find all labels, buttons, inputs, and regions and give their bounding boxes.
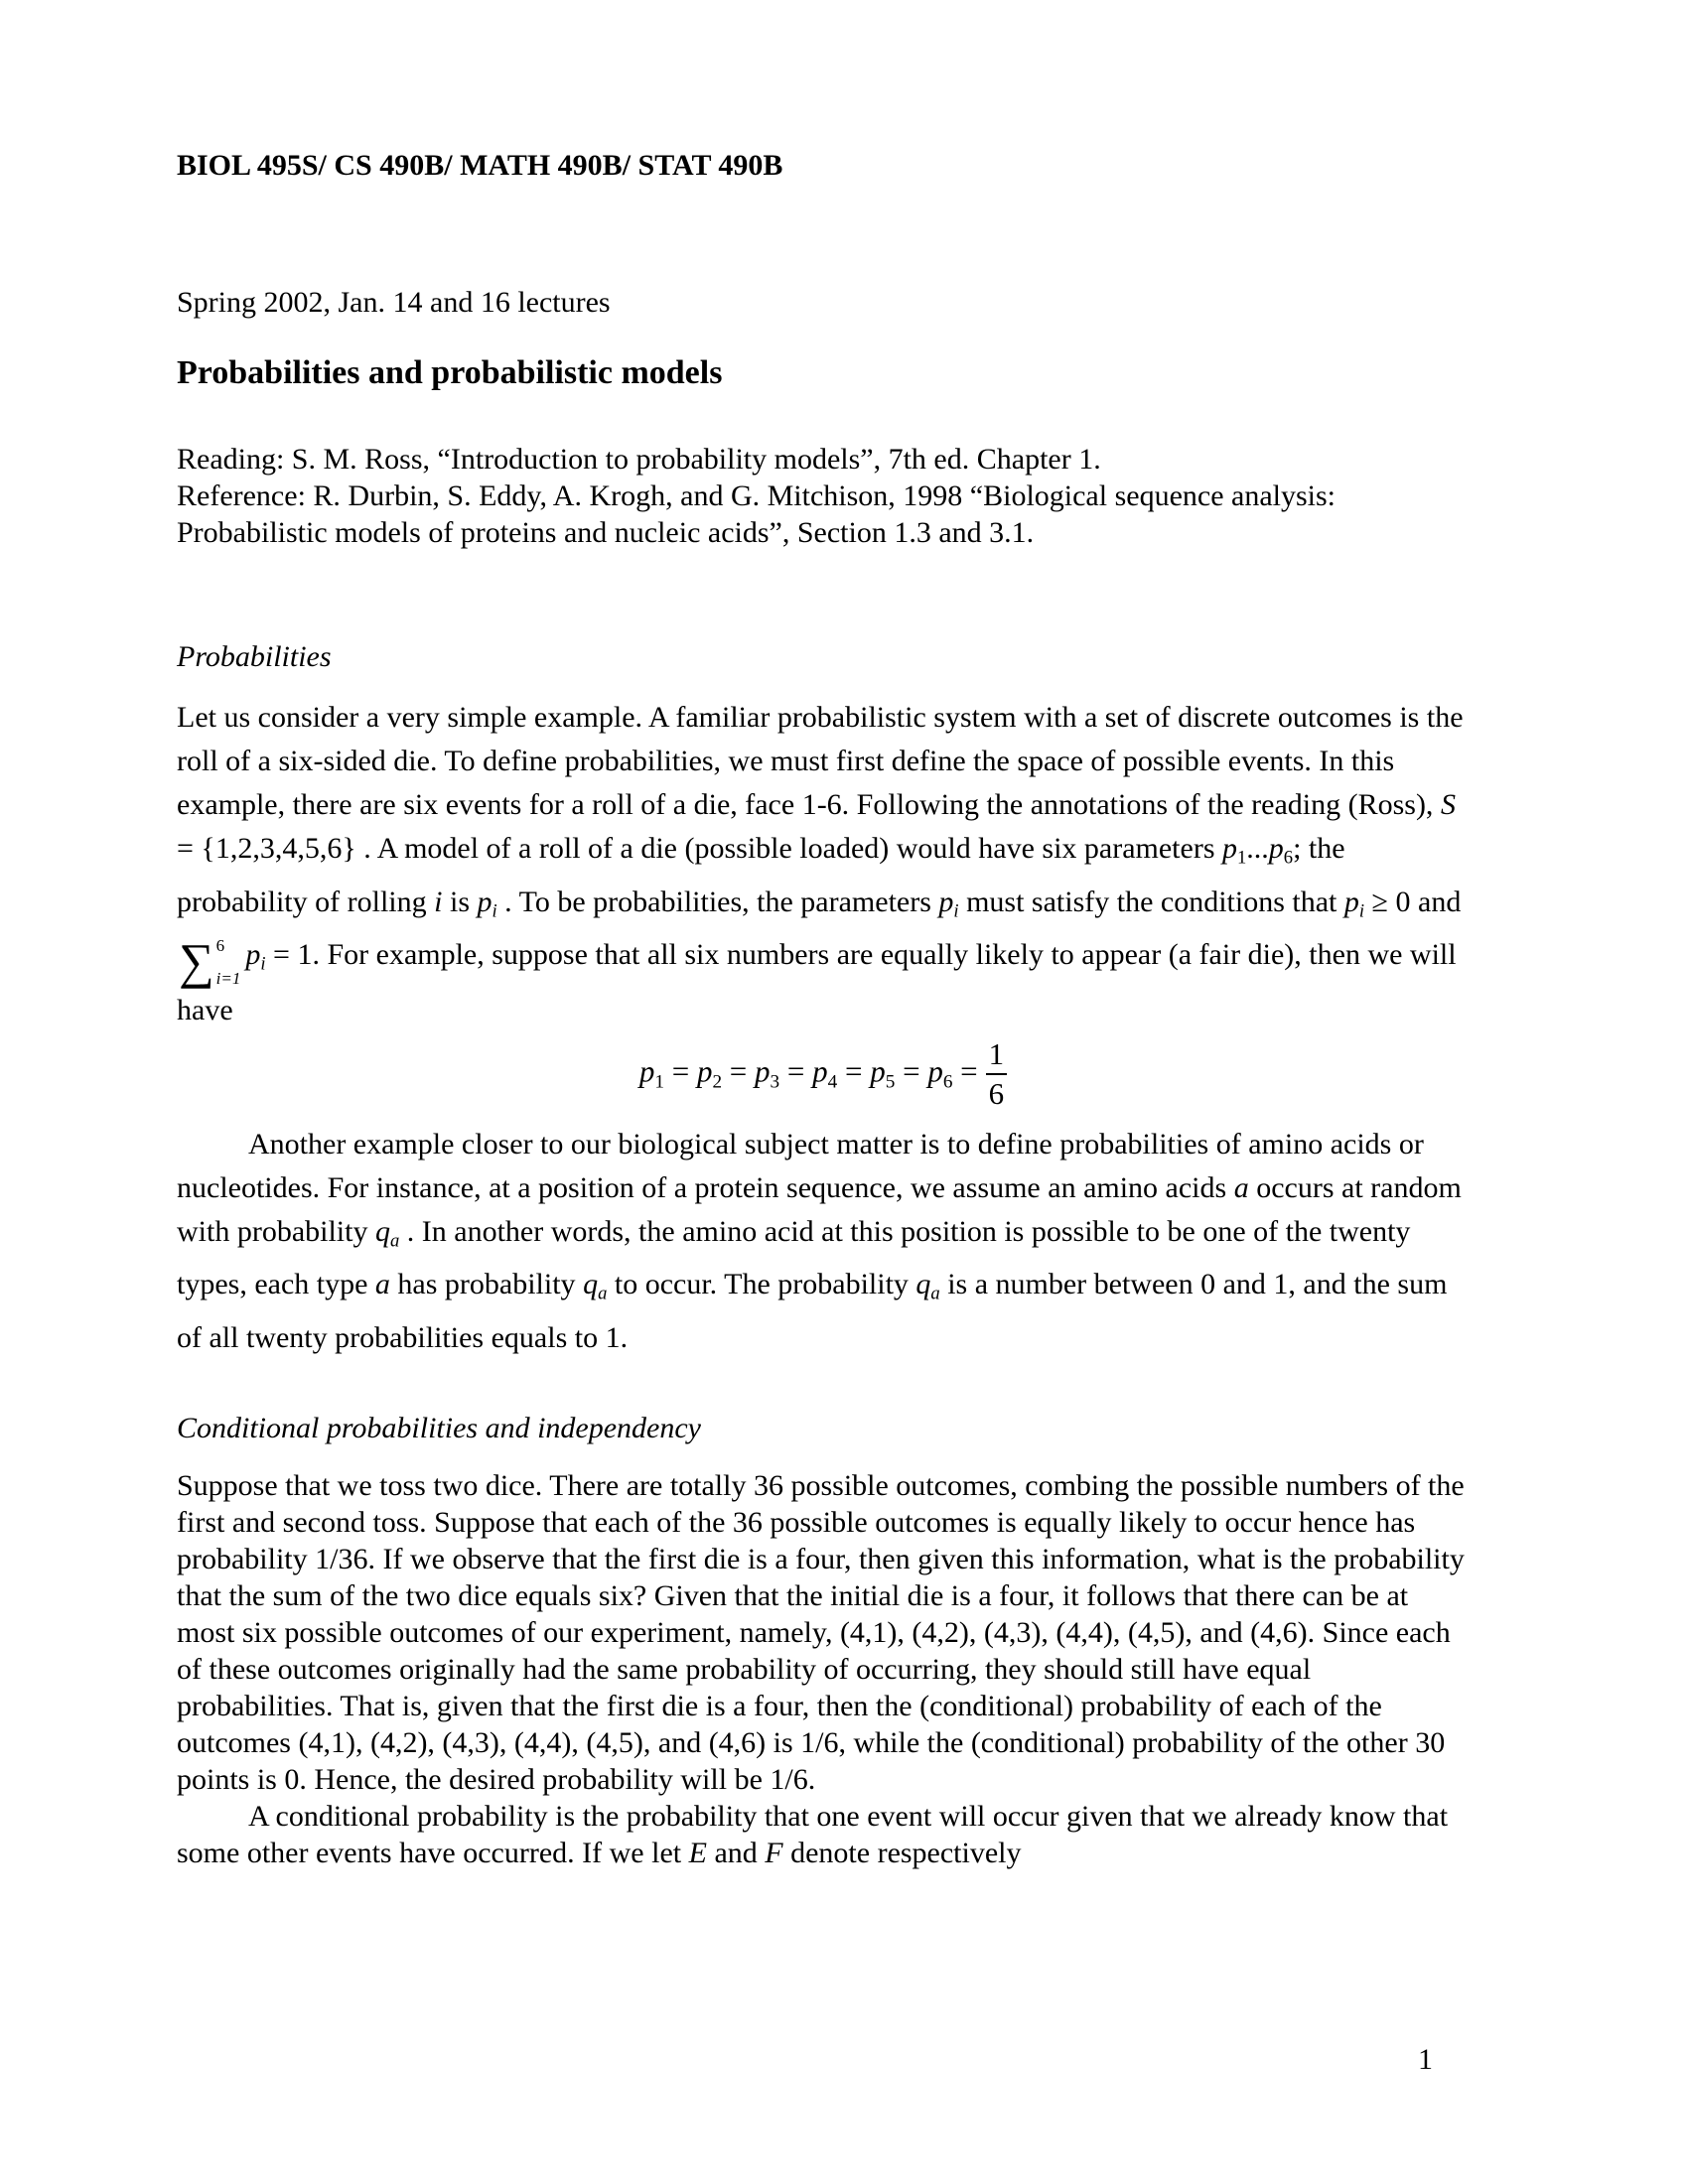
- text-run: Another example closer to our biological subject matter is to define probabilities of amino acids or nucleotides. For instance, at a position of a protein sequence, we assume an amino acids: [177, 1127, 1424, 1204]
- text-run: 4: [827, 1071, 838, 1093]
- date-line: Spring 2002, Jan. 14 and 16 lectures: [177, 286, 611, 319]
- summation-symbol: [179, 935, 240, 989]
- text-run: E: [688, 1836, 707, 1869]
- text-run: ...: [1246, 832, 1269, 865]
- text-run: =: [952, 1053, 978, 1089]
- text-run: a: [374, 1268, 390, 1301]
- text-run: Let us consider a very simple example. A familiar probabilistic system with a set of discrete outcomes is the roll of a six-sided die. To define probabilities, we must first define the space of possible events. In this example, there are six events for a roll of a die, face 1-6. Following the annotations of the reading (Ross),: [177, 701, 1464, 821]
- text-run: denote respectively: [782, 1836, 1022, 1869]
- text-run: a: [1233, 1170, 1249, 1204]
- text-run: q: [374, 1214, 390, 1248]
- fraction-denominator: 6: [988, 1076, 1005, 1112]
- summation-limits: [216, 935, 241, 989]
- reference-line: Reference: R. Durbin, S. Eddy, A. Krogh, and G. Mitchison, 1998 “Biological sequence analysis: Probabilistic models of proteins and nucleic acids”, Section 1.3 and 3.1.: [177, 479, 1336, 549]
- text-run: a: [930, 1283, 940, 1304]
- paragraph-two-dice: Suppose that we toss two dice. There are totally 36 possible outcomes, combing the possible numbers of the first and second toss. Suppose that each of the 36 possible outcomes is equally likely to occur hence has probability 1/36. If we observe that the first die is a four, then given this information, what is the probability that the sum of the two dice equals six? Given that the initial die is a four, it follows that there can be at most six possible outcomes of our experiment, namely, (4,1), (4,2), (4,3), (4,4), (4,5), and (4,6). Since each of these outcomes originally had the same probability of occurring, they should still have equal probabilities. That is, given that the first die is a four, then the (conditional) probability of each of the outcomes (4,1), (4,2), (4,3), (4,4), (4,5), and (4,6) is 1/6, while the (conditional) probability of the other 30 points is 0. Hence, the desired probability will be 1/6.: [177, 1468, 1465, 1796]
- text-run: =: [895, 1053, 928, 1089]
- text-run: = 1. For example, suppose that all six numbers are equally likely to appear (a fair die), then we will have: [177, 938, 1457, 1026]
- paragraph-die-example: [177, 696, 1470, 1032]
- section-heading-conditional: Conditional probabilities and independency: [177, 1411, 701, 1444]
- text-run: p: [1268, 832, 1284, 865]
- text-run: = {1,2,3,4,5,6} . A model of a roll of a die (possible loaded) would have six parameters: [177, 832, 1222, 865]
- text-run: ≥ 0 and: [1364, 885, 1462, 918]
- text-run: 1: [1237, 847, 1247, 869]
- text-run: F: [765, 1836, 783, 1869]
- text-run: q: [915, 1268, 931, 1301]
- text-run: a: [598, 1283, 608, 1304]
- text-run: 6: [1283, 847, 1294, 869]
- text-run: p: [245, 938, 261, 972]
- text-run: ; the probability of rolling: [177, 832, 1345, 918]
- text-run: A conditional probability is the probability that one event will occur given that we already know that some other events have occurred. If we let: [177, 1799, 1449, 1869]
- text-run: p: [755, 1053, 771, 1089]
- text-run: i: [492, 900, 497, 922]
- equation-fair-die: [177, 1035, 1470, 1112]
- doc-title: Probabilities and probabilistic models: [177, 354, 723, 391]
- text-run: 6: [942, 1071, 953, 1093]
- text-run: p: [1222, 832, 1237, 865]
- text-run: . In another words, the amino acid at this position is possible to be one of the twenty types, each type: [177, 1214, 1411, 1301]
- text-run: p: [870, 1053, 886, 1089]
- text-run: =: [663, 1053, 697, 1089]
- fraction-numerator: 1: [986, 1038, 1008, 1076]
- text-run: a: [389, 1230, 400, 1252]
- text-run: =: [722, 1053, 756, 1089]
- document-content: [177, 147, 1470, 1871]
- text-run: S: [1440, 788, 1456, 821]
- text-run: i: [260, 953, 266, 975]
- text-run: p: [638, 1053, 655, 1089]
- course-title: BIOL 495S/ CS 490B/ MATH 490B/ STAT 490B: [177, 149, 783, 182]
- text-run: =: [779, 1053, 813, 1089]
- summation-lower-limit: i=1: [215, 968, 241, 988]
- text-run: i: [953, 900, 959, 922]
- text-run: p: [1343, 885, 1359, 918]
- text-run: q: [583, 1268, 599, 1301]
- text-run: 2: [712, 1071, 723, 1093]
- text-run: p: [938, 885, 954, 918]
- page-number: 1: [1418, 2043, 1433, 2076]
- paragraph-conditional-definition: [177, 1798, 1470, 1871]
- section-heading-probabilities: Probabilities: [177, 640, 332, 673]
- text-run: =: [837, 1053, 871, 1089]
- text-run: . To be probabilities, the parameters: [496, 885, 939, 918]
- text-run: to occur. The probability: [607, 1268, 916, 1301]
- sigma-glyph: ∑: [179, 933, 214, 990]
- text-run: 5: [885, 1071, 896, 1093]
- text-run: and: [706, 1836, 766, 1869]
- text-run: i: [1358, 900, 1365, 922]
- paragraph-amino-acids: [177, 1123, 1470, 1360]
- text-run: p: [477, 885, 492, 918]
- text-run: i: [434, 885, 443, 918]
- text-run: has probability: [389, 1268, 584, 1301]
- text-run: occurs at random with probability: [177, 1170, 1462, 1248]
- text-run: must satisfy the conditions that: [958, 885, 1344, 918]
- text-run: 3: [770, 1071, 780, 1093]
- reading-block: [177, 441, 1470, 551]
- text-run: p: [696, 1053, 713, 1089]
- reading-line: Reading: S. M. Ross, “Introduction to probability models”, 7th ed. Chapter 1.: [177, 443, 1101, 476]
- text-run: p: [812, 1053, 828, 1089]
- text-run: 1: [654, 1071, 664, 1093]
- text-run: p: [927, 1053, 943, 1089]
- text-run: is a number between 0 and 1, and the sum of all twenty probabilities equals to 1.: [177, 1268, 1448, 1354]
- summation-upper-limit: 6: [215, 935, 225, 955]
- text-run: is: [442, 885, 478, 918]
- fraction: [986, 1035, 1008, 1112]
